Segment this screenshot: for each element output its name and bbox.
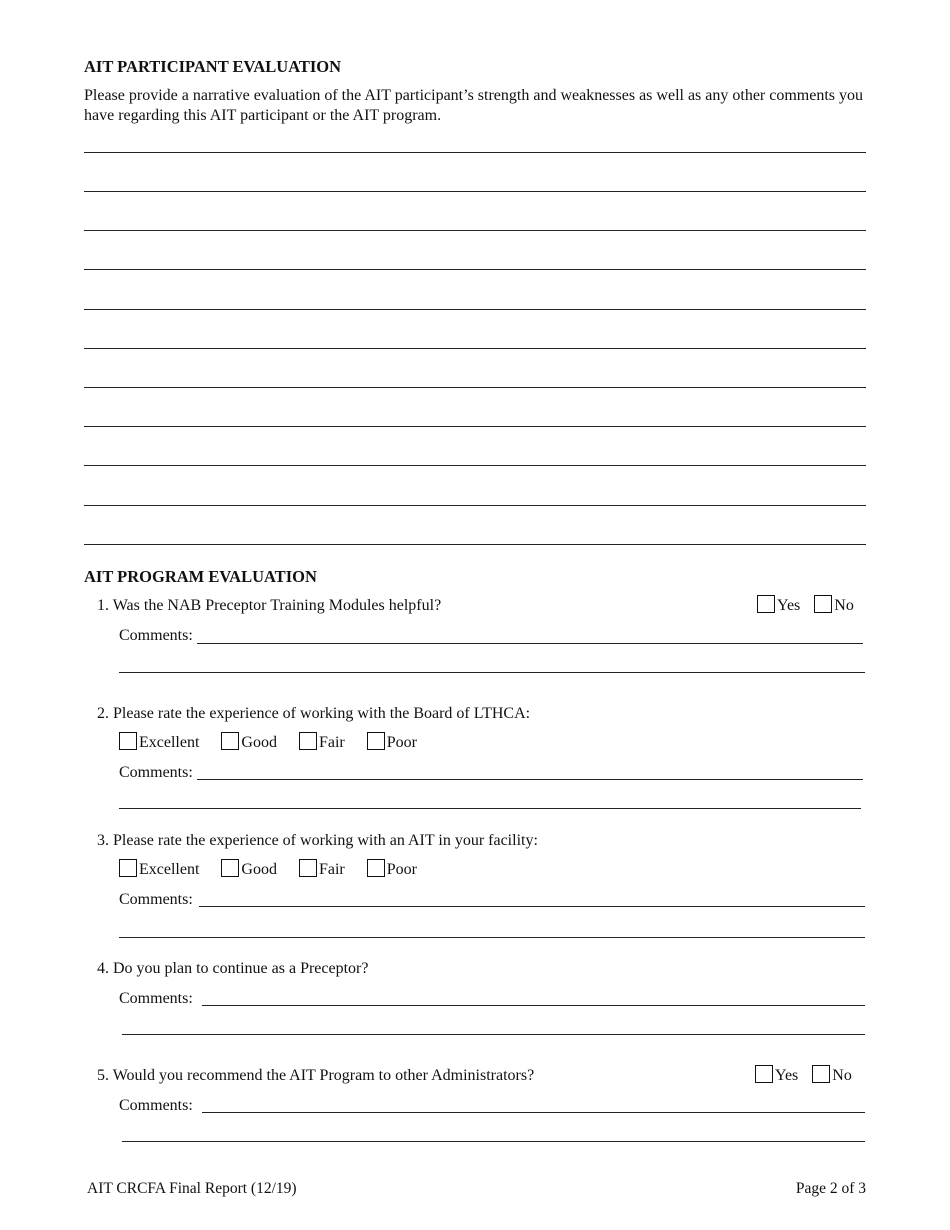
q5-comments-field-2[interactable] — [122, 1141, 865, 1142]
q4-comments-label: Comments: — [119, 990, 193, 1007]
q3-option-poor[interactable] — [367, 859, 417, 879]
question-number: 1. — [97, 597, 109, 614]
checkbox[interactable] — [367, 732, 385, 750]
narrative-line[interactable] — [84, 152, 866, 153]
option-label: Yes — [775, 1067, 799, 1084]
footer-page-number: Page 2 of 3 — [795, 1180, 866, 1197]
q2-option-poor[interactable] — [367, 732, 417, 752]
q4-comments-field[interactable] — [202, 1005, 865, 1006]
checkbox[interactable] — [299, 732, 317, 750]
q1-comments-label: Comments: — [119, 627, 193, 644]
question-number: 5. — [97, 1067, 109, 1084]
checkbox[interactable] — [757, 595, 775, 613]
checkbox[interactable] — [812, 1065, 830, 1083]
narrative-line[interactable] — [84, 387, 866, 388]
q3-comments-label: Comments: — [119, 891, 193, 908]
narrative-line[interactable] — [84, 465, 866, 466]
program-section-title: AIT PROGRAM EVALUATION — [84, 567, 317, 586]
narrative-line[interactable] — [84, 505, 866, 506]
option-label: Good — [241, 861, 277, 878]
q5-options — [755, 1065, 852, 1085]
narrative-line[interactable] — [84, 269, 866, 270]
q3-comments-field[interactable] — [199, 906, 865, 907]
footer-report-name: AIT CRCFA Final Report (12/19) — [87, 1180, 297, 1197]
narrative-line[interactable] — [84, 309, 866, 310]
question-text: Would you recommend the AIT Program to other Administrators? — [112, 1067, 535, 1084]
question-text: Please rate the experience of working with the Board of LTHCA: — [113, 705, 531, 722]
q4-comments-field-2[interactable] — [122, 1034, 865, 1035]
q2-option-excellent[interactable] — [119, 732, 199, 752]
option-label: No — [832, 1067, 852, 1084]
checkbox[interactable] — [119, 859, 137, 877]
question-4 — [97, 959, 368, 979]
option-label: Poor — [386, 861, 417, 878]
narrative-line[interactable] — [84, 544, 866, 545]
q1-option-yes[interactable] — [757, 595, 800, 615]
option-label: Excellent — [139, 734, 200, 751]
question-2 — [97, 704, 530, 724]
q1-comments-field[interactable] — [197, 643, 863, 644]
checkbox[interactable] — [367, 859, 385, 877]
q1-option-no[interactable] — [814, 595, 854, 615]
q3-option-excellent[interactable] — [119, 859, 199, 879]
q5-comments-field[interactable] — [202, 1112, 865, 1113]
option-label: No — [834, 597, 854, 614]
q2-comments-field[interactable] — [197, 779, 863, 780]
checkbox[interactable] — [755, 1065, 773, 1083]
option-label: Poor — [386, 734, 417, 751]
question-number: 2. — [97, 705, 109, 722]
participant-section-title: AIT PARTICIPANT EVALUATION — [84, 57, 342, 76]
option-label: Good — [241, 734, 277, 751]
option-label: Excellent — [139, 861, 200, 878]
q3-options — [119, 859, 417, 879]
question-3 — [97, 831, 538, 851]
checkbox[interactable] — [299, 859, 317, 877]
question-number: 3. — [97, 832, 109, 849]
checkbox[interactable] — [221, 859, 239, 877]
q3-comments-field-2[interactable] — [119, 937, 865, 938]
q2-option-fair[interactable] — [299, 732, 345, 752]
narrative-line[interactable] — [84, 426, 866, 427]
question-text: Do you plan to continue as a Preceptor? — [113, 960, 369, 977]
checkbox[interactable] — [119, 732, 137, 750]
q2-option-good[interactable] — [221, 732, 277, 752]
q3-option-good[interactable] — [221, 859, 277, 879]
question-5 — [97, 1066, 534, 1086]
narrative-line[interactable] — [84, 348, 866, 349]
q2-comments-label: Comments: — [119, 764, 193, 781]
q5-option-no[interactable] — [812, 1065, 852, 1085]
checkbox[interactable] — [221, 732, 239, 750]
q5-comments-label: Comments: — [119, 1097, 193, 1114]
question-text: Please rate the experience of working with an AIT in your facility: — [113, 832, 538, 849]
question-1 — [97, 596, 441, 616]
q1-options — [757, 595, 854, 615]
q1-comments-field-2[interactable] — [119, 672, 865, 673]
question-text: Was the NAB Preceptor Training Modules helpful? — [112, 597, 442, 614]
narrative-line[interactable] — [84, 191, 866, 192]
option-label: Yes — [777, 597, 801, 614]
option-label: Fair — [318, 734, 345, 751]
q2-comments-field-2[interactable] — [119, 808, 861, 809]
checkbox[interactable] — [814, 595, 832, 613]
q5-option-yes[interactable] — [755, 1065, 798, 1085]
narrative-line[interactable] — [84, 230, 866, 231]
question-number: 4. — [97, 960, 109, 977]
q3-option-fair[interactable] — [299, 859, 345, 879]
participant-instructions: Please provide a narrative evaluation of the AIT participant’s strength and weaknesses as well as any other comments you have regarding this AIT participant or the AIT program. — [84, 87, 864, 124]
q2-options — [119, 732, 417, 752]
option-label: Fair — [318, 861, 345, 878]
